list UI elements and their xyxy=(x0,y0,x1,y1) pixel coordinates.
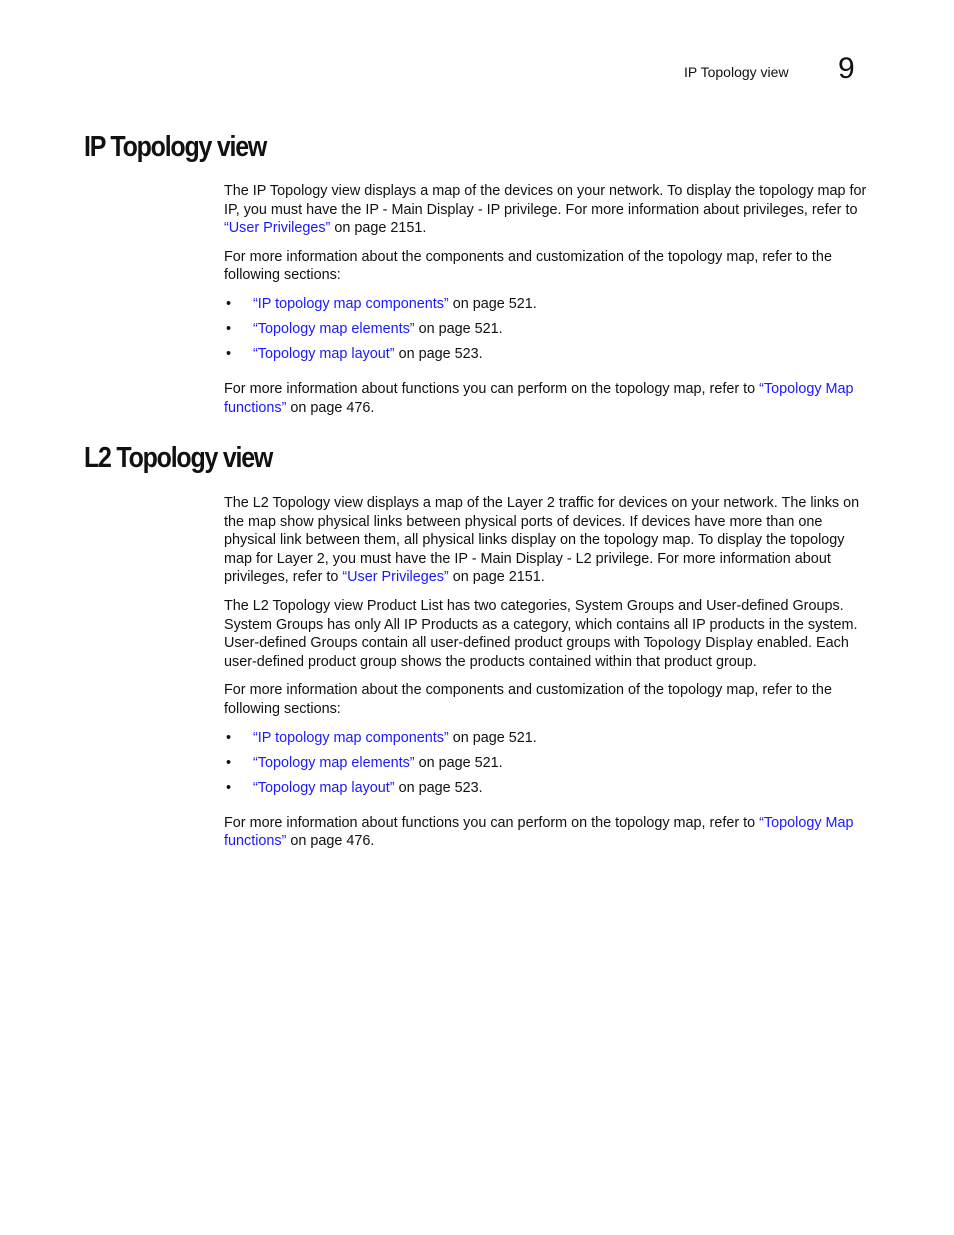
bullet-icon: • xyxy=(226,729,232,746)
paragraph xyxy=(224,814,874,851)
paragraph: For more information about the components and customization of the topology map, refer to the following sections: xyxy=(224,682,832,717)
text: on page 476. xyxy=(286,833,375,850)
text: on page 523. xyxy=(394,779,483,796)
link-topology-map-elements[interactable]: “Topology map elements” xyxy=(253,754,415,771)
paragraph xyxy=(224,494,874,587)
link-user-privileges[interactable]: “User Privileges” xyxy=(342,569,449,586)
paragraph xyxy=(224,380,874,417)
list-item xyxy=(224,345,874,370)
bullet-icon: • xyxy=(226,320,232,337)
paragraph xyxy=(224,182,874,238)
text: on page 521. xyxy=(448,729,537,746)
section-heading-l2-topology: L2 Topology view xyxy=(84,442,273,474)
text: on page 2151. xyxy=(330,220,427,237)
paragraph xyxy=(224,597,874,671)
bullet-icon: • xyxy=(226,295,232,312)
link-topology-map-layout[interactable]: “Topology map layout” xyxy=(253,345,395,362)
text: on page 521. xyxy=(414,320,503,337)
text: on page 476. xyxy=(286,399,375,416)
paragraph: For more information about the components and customization of the topology map, refer to the following sections: xyxy=(224,248,832,284)
text: enabled. Each user-defined product group shows the products contained within that product group. xyxy=(224,635,849,670)
link-ip-topology-map-components[interactable]: “IP topology map components” xyxy=(253,729,449,746)
text: on page 2151. xyxy=(448,569,545,586)
link-ip-topology-map-components[interactable]: “IP topology map components” xyxy=(253,295,449,312)
link-topology-map-layout[interactable]: “Topology map layout” xyxy=(253,779,395,796)
section-body-ip-topology xyxy=(224,182,874,427)
list-item xyxy=(224,295,874,320)
section-heading-ip-topology: IP Topology view xyxy=(84,131,267,163)
link-topology-map-functions[interactable]: “Topology Map functions” xyxy=(224,814,854,850)
link-topology-map-elements[interactable]: “Topology map elements” xyxy=(253,320,415,337)
text: The IP Topology view displays a map of the devices on your network. To display the topology map for IP, you must have the IP - Main Display - IP privilege. For more information about privileges, refer to xyxy=(224,183,867,218)
text: For more information about functions you can perform on the topology map, refer to xyxy=(224,814,760,831)
list-item xyxy=(224,729,874,754)
section-body-l2-topology xyxy=(224,494,874,861)
link-topology-map-functions[interactable]: “Topology Map functions” xyxy=(224,380,854,416)
text: The L2 Topology view displays a map of the Layer 2 traffic for devices on your network. The links on the map show physical links between physical ports of devices. If devices have more than one physical link between them, all physical links display on the topology map. To display the topology map for Layer 2, you must have the IP - Main Display - L2 privilege. For more information about privileges, refer to xyxy=(224,495,860,586)
link-user-privileges[interactable]: “User Privileges” xyxy=(224,220,331,237)
bullet-list xyxy=(224,295,874,370)
text: For more information about functions you can perform on the topology map, refer to xyxy=(224,380,760,397)
text: The L2 Topology view Product List has two categories, System Groups and User-defined Groups. System Groups has only All IP Products as a category, which contains all IP products in the system. User-defined Groups contain all user-defined product groups with xyxy=(224,597,858,652)
text: on page 523. xyxy=(394,345,483,362)
text: on page 521. xyxy=(414,754,503,771)
ui-term-topology-display: Topology Display xyxy=(643,635,753,652)
list-item xyxy=(224,779,874,804)
list-item xyxy=(224,320,874,345)
running-header-title: IP Topology view xyxy=(684,64,789,80)
chapter-number: 9 xyxy=(838,52,855,85)
bullet-icon: • xyxy=(226,779,232,796)
list-item xyxy=(224,754,874,779)
text: on page 521. xyxy=(448,295,537,312)
bullet-icon: • xyxy=(226,754,232,771)
bullet-icon: • xyxy=(226,345,232,362)
bullet-list xyxy=(224,729,874,804)
